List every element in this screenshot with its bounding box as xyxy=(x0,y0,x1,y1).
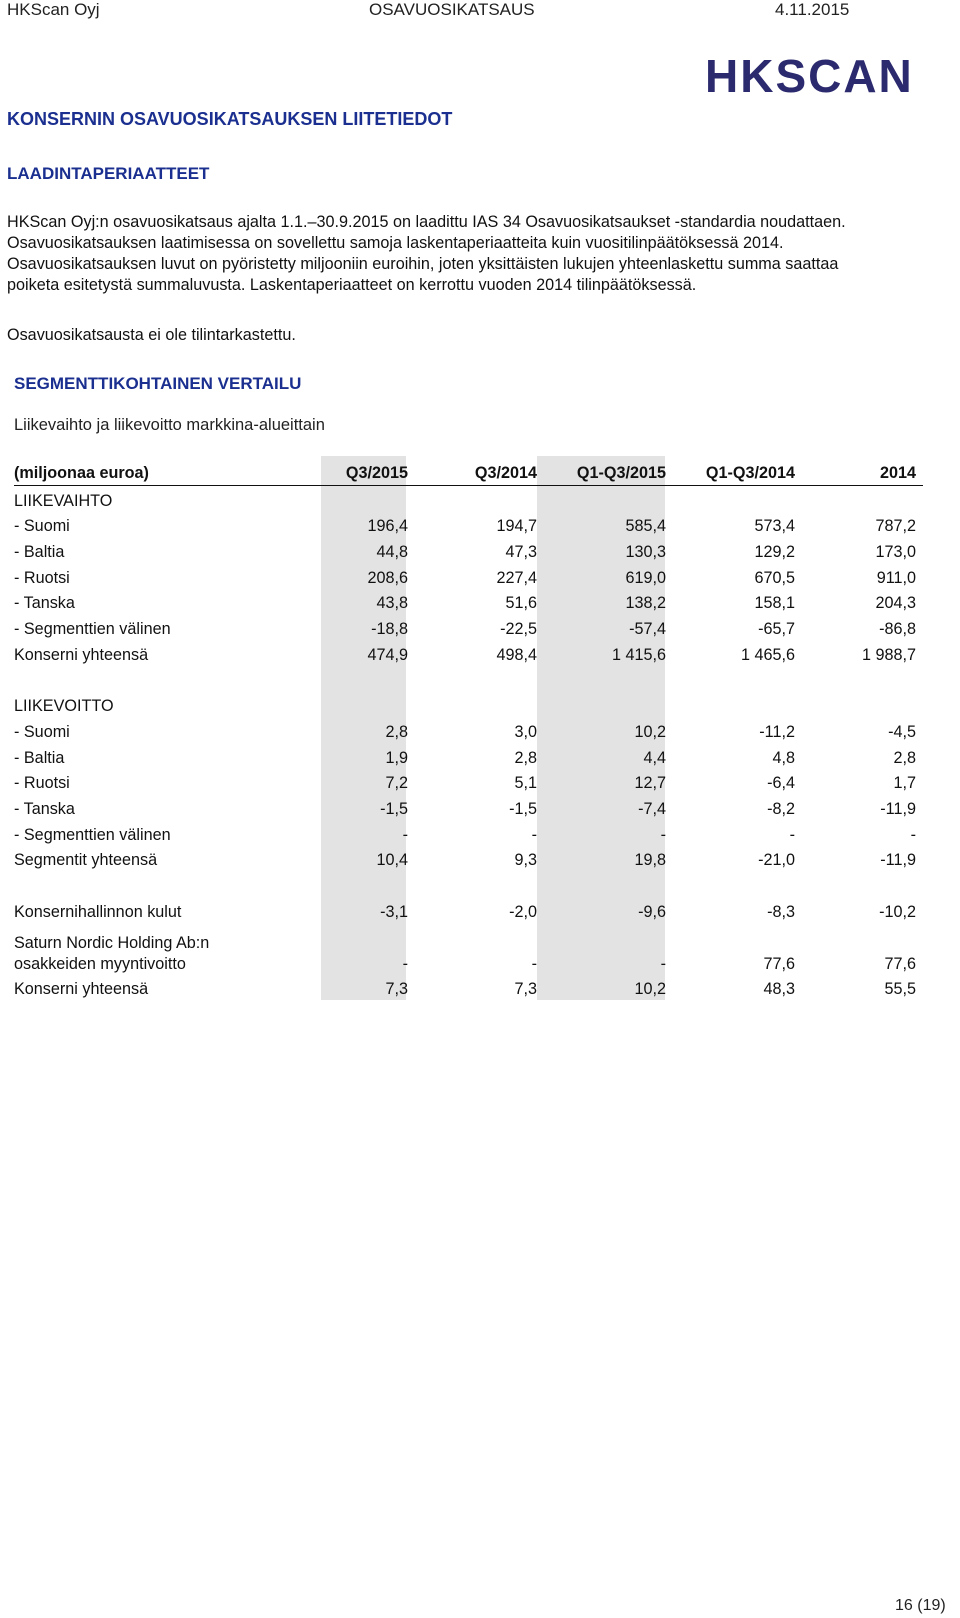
table-cell: -3,1 xyxy=(380,902,408,921)
table-cell: - xyxy=(789,825,795,844)
table-cell: -18,8 xyxy=(371,620,408,639)
table-cell: 158,1 xyxy=(754,594,795,613)
row-label: Konserni yhteensä xyxy=(14,980,149,999)
table-cell: 77,6 xyxy=(763,954,795,973)
row-label: - Baltia xyxy=(14,748,65,767)
table-cell: 55,5 xyxy=(884,980,916,999)
table-row xyxy=(14,537,923,563)
table-cell: -65,7 xyxy=(758,620,795,639)
row-label: - Suomi xyxy=(14,722,70,741)
notes-title: KONSERNIN OSAVUOSIKATSAUKSEN LIITETIEDOT xyxy=(7,109,453,129)
table-row xyxy=(14,640,923,666)
table-cell: -8,3 xyxy=(767,902,795,921)
table-row xyxy=(14,846,923,872)
table-cell: 474,9 xyxy=(367,645,408,664)
table-cell: 7,2 xyxy=(385,774,408,793)
table-cell: -21,0 xyxy=(758,851,795,870)
table-row xyxy=(14,614,923,640)
table-cell: 47,3 xyxy=(505,543,537,562)
table-cell: 10,4 xyxy=(376,851,408,870)
table-cell: 1,7 xyxy=(893,774,916,793)
row-label: - Tanska xyxy=(14,594,75,613)
row-label: - Baltia xyxy=(14,543,65,562)
table-cell: 44,8 xyxy=(376,543,408,562)
revenue-heading: LIIKEVAIHTO xyxy=(14,491,113,510)
row-label: Konsernihallinnon kulut xyxy=(14,902,182,921)
paragraph-line: poiketa esitetystä summaluvusta. Laskentaperiaatteet on kerrottu vuoden 2014 tilinpäätöksessä. xyxy=(7,276,697,294)
spacer-cell xyxy=(14,871,923,897)
table-cell: 3,0 xyxy=(514,722,537,741)
accounting-policies-paragraph xyxy=(7,212,955,296)
table-cell: 10,2 xyxy=(634,980,666,999)
table-header-row xyxy=(14,458,923,486)
column-header: Q3/2015 xyxy=(307,458,415,486)
table-cell: 130,3 xyxy=(625,543,666,562)
table-cell: -7,4 xyxy=(638,799,666,818)
accounting-policies-title: LAADINTAPERIAATTEET xyxy=(7,164,210,183)
table-cell: 2,8 xyxy=(893,748,916,767)
table-cell: -8,2 xyxy=(767,799,795,818)
segment-subtitle: Liikevaihto ja liikevoitto markkina-alueittain xyxy=(14,416,325,434)
table-cell: - xyxy=(531,825,537,844)
table-row xyxy=(14,975,923,1001)
table-cell: -2,0 xyxy=(509,902,537,921)
spacer-row xyxy=(14,871,923,897)
row-label: - Tanska xyxy=(14,799,75,818)
table-row xyxy=(14,589,923,615)
header-document-title: OSAVUOSIKATSAUS xyxy=(369,0,535,19)
column-header: Q1-Q3/2015 xyxy=(544,458,673,486)
table-cell: 498,4 xyxy=(496,645,537,664)
profit-heading: LIIKEVOITTO xyxy=(14,697,114,716)
table-cell: -11,9 xyxy=(880,799,916,818)
table-cell: 5,1 xyxy=(514,774,537,793)
table-cell: 208,6 xyxy=(367,568,408,587)
row-label: - Ruotsi xyxy=(14,568,70,587)
audit-statement: Osavuosikatsausta ei ole tilintarkastettu. xyxy=(7,326,296,344)
table-cell: 4,8 xyxy=(772,748,795,767)
table-row xyxy=(14,897,923,923)
table-row xyxy=(14,717,923,743)
table-cell: 911,0 xyxy=(876,568,916,587)
table-cell: 670,5 xyxy=(754,568,795,587)
table-cell: 9,3 xyxy=(514,851,537,870)
table-cell: -11,2 xyxy=(759,722,795,741)
table-cell: 787,2 xyxy=(875,517,916,536)
table-cell: -57,4 xyxy=(629,620,666,639)
table-cell: - xyxy=(402,825,408,844)
table-cell: 43,8 xyxy=(376,594,408,613)
row-label: Konserni yhteensä xyxy=(14,645,149,664)
paragraph-line: HKScan Oyj:n osavuosikatsaus ajalta 1.1.–30.9.2015 on laadittu IAS 34 Osavuosikatsaukset -standardia noudattaen. xyxy=(7,213,846,231)
table-cell: 2,8 xyxy=(514,748,537,767)
profit-heading-row xyxy=(14,692,923,718)
spacer-cell xyxy=(14,666,923,692)
table-row xyxy=(14,743,923,769)
table-cell: - xyxy=(660,825,666,844)
table-cell: 4,4 xyxy=(643,748,666,767)
table-cell: 1,9 xyxy=(385,748,408,767)
table-cell: 48,3 xyxy=(763,980,795,999)
table-cell: -4,5 xyxy=(888,722,916,741)
table-cell: 204,3 xyxy=(875,594,916,613)
table-cell: 7,3 xyxy=(385,980,408,999)
table-cell: 19,8 xyxy=(634,851,666,870)
revenue-heading-row xyxy=(14,486,923,512)
row-label: - Suomi xyxy=(14,517,70,536)
table-cell: 10,2 xyxy=(634,722,666,741)
table-cell: 194,7 xyxy=(496,517,537,536)
table-cell: 1 465,6 xyxy=(740,645,795,664)
column-header: Q3/2014 xyxy=(415,458,544,486)
table-body xyxy=(14,486,923,1001)
row-label: - Segmenttien välinen xyxy=(14,620,171,639)
segment-table xyxy=(14,458,923,1000)
table-cell: 573,4 xyxy=(754,517,795,536)
row-label-line: Saturn Nordic Holding Ab:n xyxy=(14,933,210,952)
table-cell: -86,8 xyxy=(879,620,916,639)
row-label: - Ruotsi xyxy=(14,774,70,793)
table-cell: - xyxy=(660,954,666,973)
table-cell: 1 988,7 xyxy=(861,645,916,664)
hkscan-logo-text: HKSCAN xyxy=(705,52,914,98)
row-label xyxy=(14,923,307,975)
row-label: - Segmenttien välinen xyxy=(14,825,171,844)
table-cell: -1,5 xyxy=(509,799,537,818)
table-cell: 12,7 xyxy=(634,774,666,793)
table-row xyxy=(14,563,923,589)
column-header: (miljoonaa euroa) xyxy=(14,458,307,486)
table-cell: -11,9 xyxy=(880,851,916,870)
column-header: 2014 xyxy=(802,458,923,486)
table-row xyxy=(14,794,923,820)
header-date: 4.11.2015 xyxy=(775,0,850,19)
table-cell: 51,6 xyxy=(505,594,537,613)
table-cell: - xyxy=(910,825,916,844)
row-label-line: osakkeiden myyntivoitto xyxy=(14,954,186,973)
table-cell: -1,5 xyxy=(380,799,408,818)
paragraph-line: Osavuosikatsauksen laatimisessa on sovellettu samoja laskentaperiaatteita kuin vuositilinpäätöksessä 2014. xyxy=(7,234,784,252)
table-cell: 173,0 xyxy=(875,543,916,562)
table-cell: 2,8 xyxy=(385,722,408,741)
table-cell: 1 415,6 xyxy=(611,645,666,664)
table-cell: 196,4 xyxy=(367,517,408,536)
paragraph-line: Osavuosikatsauksen luvut on pyöristetty miljooniin euroihin, joten yksittäisten lukujen yhteenlaskettu summa saattaa xyxy=(7,255,839,273)
table-row xyxy=(14,820,923,846)
table-cell: 77,6 xyxy=(884,954,916,973)
table-cell: -22,5 xyxy=(500,620,537,639)
spacer-row xyxy=(14,666,923,692)
table-cell: 619,0 xyxy=(625,568,666,587)
column-header: Q1-Q3/2014 xyxy=(673,458,802,486)
table-cell: 585,4 xyxy=(625,517,666,536)
page-number: 16 (19) xyxy=(895,1597,946,1614)
table-cell: 7,3 xyxy=(514,980,537,999)
hkscan-logo xyxy=(705,52,955,98)
table-cell: -6,4 xyxy=(767,774,795,793)
table-cell: - xyxy=(402,954,408,973)
header-company: HKScan Oyj xyxy=(7,0,100,19)
segment-comparison-title: SEGMENTTIKOHTAINEN VERTAILU xyxy=(14,374,302,393)
table-row xyxy=(14,769,923,795)
table-cell: 227,4 xyxy=(496,568,537,587)
table-cell: 129,2 xyxy=(754,543,795,562)
table-row xyxy=(14,923,923,975)
row-label: Segmentit yhteensä xyxy=(14,851,158,870)
table-cell: -9,6 xyxy=(638,902,666,921)
table-row xyxy=(14,512,923,538)
table-cell: -10,2 xyxy=(879,902,916,921)
table-cell: 138,2 xyxy=(625,594,666,613)
table-cell: - xyxy=(531,954,537,973)
